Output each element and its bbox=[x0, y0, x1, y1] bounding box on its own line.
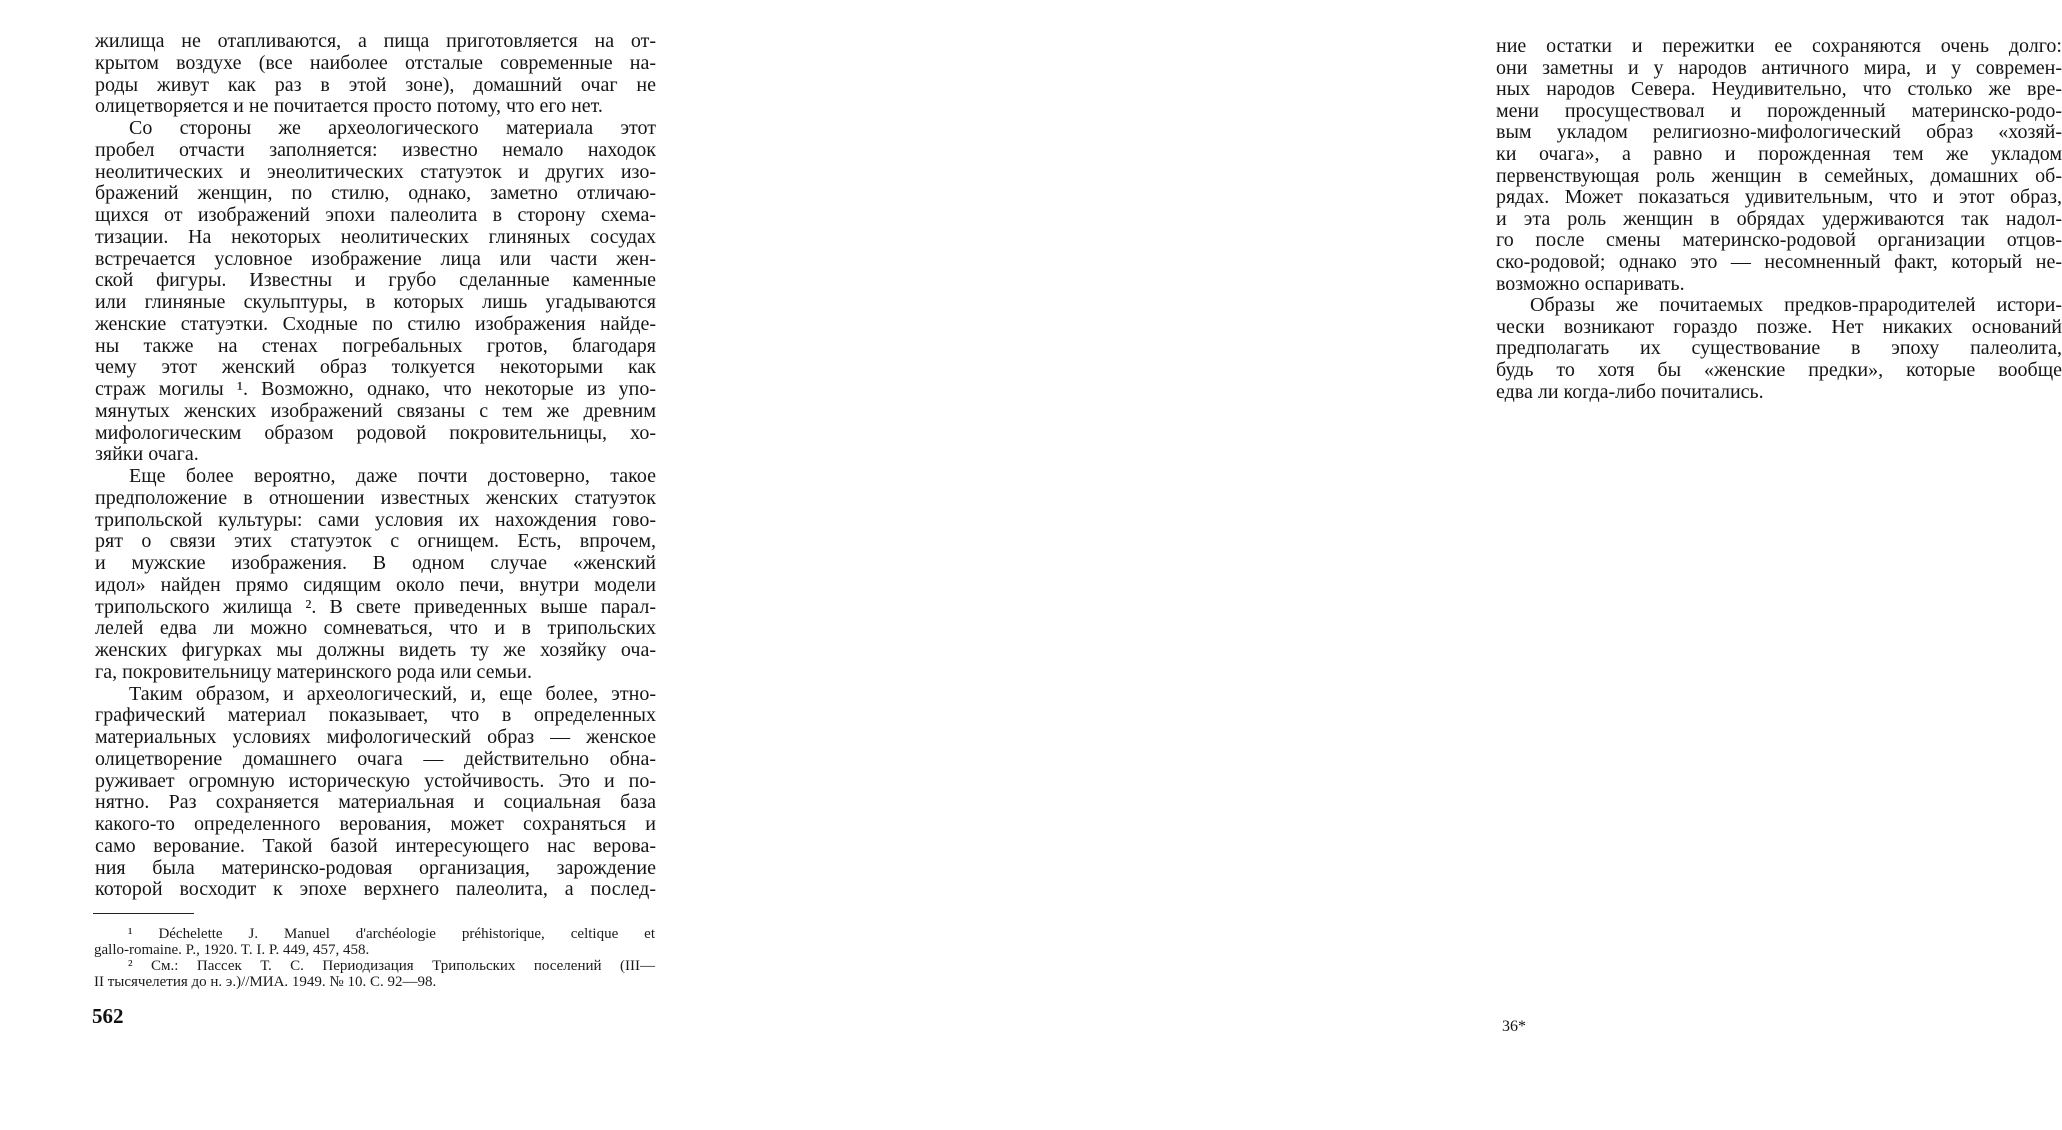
footnote-line: ² См.: Пассек Т. С. Периодизация Трипольских поселений (III— bbox=[128, 958, 655, 974]
text-line: щихся от изображений эпохи палеолита в сторону схема- bbox=[95, 204, 656, 226]
footnote-rule bbox=[93, 913, 194, 914]
text-line: крытом воздухе (все наиболее отсталые современные на- bbox=[95, 51, 656, 74]
text-line: мени просуществовал и порожденный материнско-родо- bbox=[1496, 99, 2062, 122]
page-number: 562 bbox=[92, 1004, 124, 1028]
text-line: и эта роль женщин в обрядах удерживаются так надол- bbox=[1496, 207, 2062, 230]
text-line: идол» найден прямо сидящим около печи, внутри модели bbox=[95, 573, 656, 596]
text-line: рят о связи этих статуэток с огнищем. Есть, впрочем, bbox=[95, 530, 656, 553]
text-line: нятно. Раз сохраняется материальная и социальная база bbox=[95, 791, 656, 814]
text-line: го после смены материнско-родовой организации отцов- bbox=[1496, 229, 2062, 252]
text-line: материальных условиях мифологический образ — женское bbox=[95, 726, 656, 748]
text-line: ки очага», а равно и порожденная тем же укладом bbox=[1496, 143, 2062, 165]
text-line: едва ли когда-либо почитались. bbox=[1496, 380, 1764, 403]
text-line: будь то хотя бы «женские предки», которые вообще bbox=[1496, 359, 2062, 381]
footnote-line: II тысячелетия до н. э.)//МИА. 1949. № 10. С. 92—98. bbox=[94, 974, 437, 990]
footnote-line: gallo-romaine. P., 1920. T. I. P. 449, 457, 458. bbox=[94, 942, 370, 958]
text-line: Еще более вероятно, даже почти достоверно, такое bbox=[129, 465, 656, 487]
text-line: встречается условное изображение лица или части жен- bbox=[95, 247, 656, 270]
text-line: предположение в отношении известных женских статуэток bbox=[95, 486, 656, 509]
text-line: страж могилы ¹. Возможно, однако, что некоторые из упо- bbox=[95, 378, 656, 400]
text-line: Образы же почитаемых предков-прародителей истори- bbox=[1530, 294, 2062, 317]
text-line: мифологическим образом родовой покровительницы, хо- bbox=[95, 421, 656, 444]
text-line: ние остатки и пережитки ее сохраняются очень долго: bbox=[1496, 35, 2062, 57]
text-line: предполагать их существование в эпоху палеолита, bbox=[1496, 337, 2062, 360]
text-line: какого-то определенного верования, может сохраняться и bbox=[95, 813, 656, 835]
text-line: они заметны и у народов античного мира, и у современ- bbox=[1496, 56, 2062, 79]
text-line: женские статуэтки. Сходные по стилю изображения найде- bbox=[95, 312, 656, 335]
text-line: жилища не отапливаются, а пища приготовляется на от- bbox=[95, 30, 656, 52]
text-line: га, покровительницу материнского рода или семьи. bbox=[95, 660, 533, 683]
text-line: ско-родовой; однако это — несомненный факт, который не- bbox=[1496, 251, 2062, 273]
text-line: и мужские изображения. В одном случае «женский bbox=[95, 552, 656, 574]
text-line: Со стороны же археологического материала этот bbox=[129, 117, 656, 139]
text-line: ской фигуры. Известны и грубо сделанные каменные bbox=[95, 269, 656, 292]
text-line: вым укладом религиозно-мифологический образ «хозяй- bbox=[1496, 121, 2062, 144]
text-line: ных народов Севера. Неудивительно, что столько же вре- bbox=[1496, 78, 2062, 101]
text-line: рядах. Может показаться удивительным, что и этот образ, bbox=[1496, 186, 2062, 209]
text-line: руживает огромную историческую устойчивость. Это и по- bbox=[95, 769, 656, 792]
text-line: Таким образом, и археологический, и, еще более, этно- bbox=[129, 682, 656, 705]
text-line: графический материал показывает, что в определенных bbox=[95, 704, 656, 727]
text-line: зяйки очага. bbox=[95, 443, 199, 466]
text-line: олицетворение домашнего очага — действительно обна- bbox=[95, 747, 656, 770]
text-line: чески возникают гораздо позже. Нет никаких оснований bbox=[1496, 315, 2062, 338]
text-line: само верование. Такой базой интересующего нас верова- bbox=[95, 834, 656, 857]
text-line: пробел отчасти заполняется: известно немало находок bbox=[95, 138, 656, 161]
text-line: чему этот женский образ толкуется некоторыми как bbox=[95, 356, 656, 379]
footnote-line: ¹ Déchelette J. Manuel d'archéologie préhistorique, celtique et bbox=[128, 926, 655, 942]
text-line: или глиняные скульптуры, в которых лишь угадываются bbox=[95, 291, 656, 313]
text-line: которой восходит к эпохе верхнего палеолита, а послед- bbox=[95, 878, 656, 901]
text-line: трипольской культуры: сами условия их нахождения гово- bbox=[95, 508, 656, 531]
text-line: первенствующая роль женщин в семейных, домашних об- bbox=[1496, 164, 2062, 187]
text-line: женских фигурках мы должны видеть ту же хозяйку оча- bbox=[95, 639, 656, 661]
text-line: ния была материнско-родовая организация, зарождение bbox=[95, 856, 656, 879]
text-line: роды живут как раз в этой зоне), домашний очаг не bbox=[95, 73, 656, 96]
text-line: мянутых женских изображений связаны с тем же древним bbox=[95, 399, 656, 422]
text-line: ны также на стенах погребальных гротов, благодаря bbox=[95, 334, 656, 357]
signature-mark: 36* bbox=[1502, 1018, 1526, 1035]
text-line: лелей едва ли можно сомневаться, что и в трипольских bbox=[95, 617, 656, 640]
text-line: неолитических и энеолитических статуэток и других изо- bbox=[95, 160, 656, 183]
text-line: тизации. На некоторых неолитических глиняных сосудах bbox=[95, 225, 656, 248]
text-line: трипольского жилища ². В свете приведенных выше парал- bbox=[95, 595, 656, 618]
text-line: бражений женщин, по стилю, однако, заметно отличаю- bbox=[95, 182, 656, 205]
text-line: олицетворяется и не почитается просто потому, что его нет. bbox=[95, 95, 603, 118]
text-line: возможно оспаривать. bbox=[1496, 272, 1685, 295]
right-page bbox=[706, 0, 2062, 1130]
left-page bbox=[0, 0, 706, 1130]
